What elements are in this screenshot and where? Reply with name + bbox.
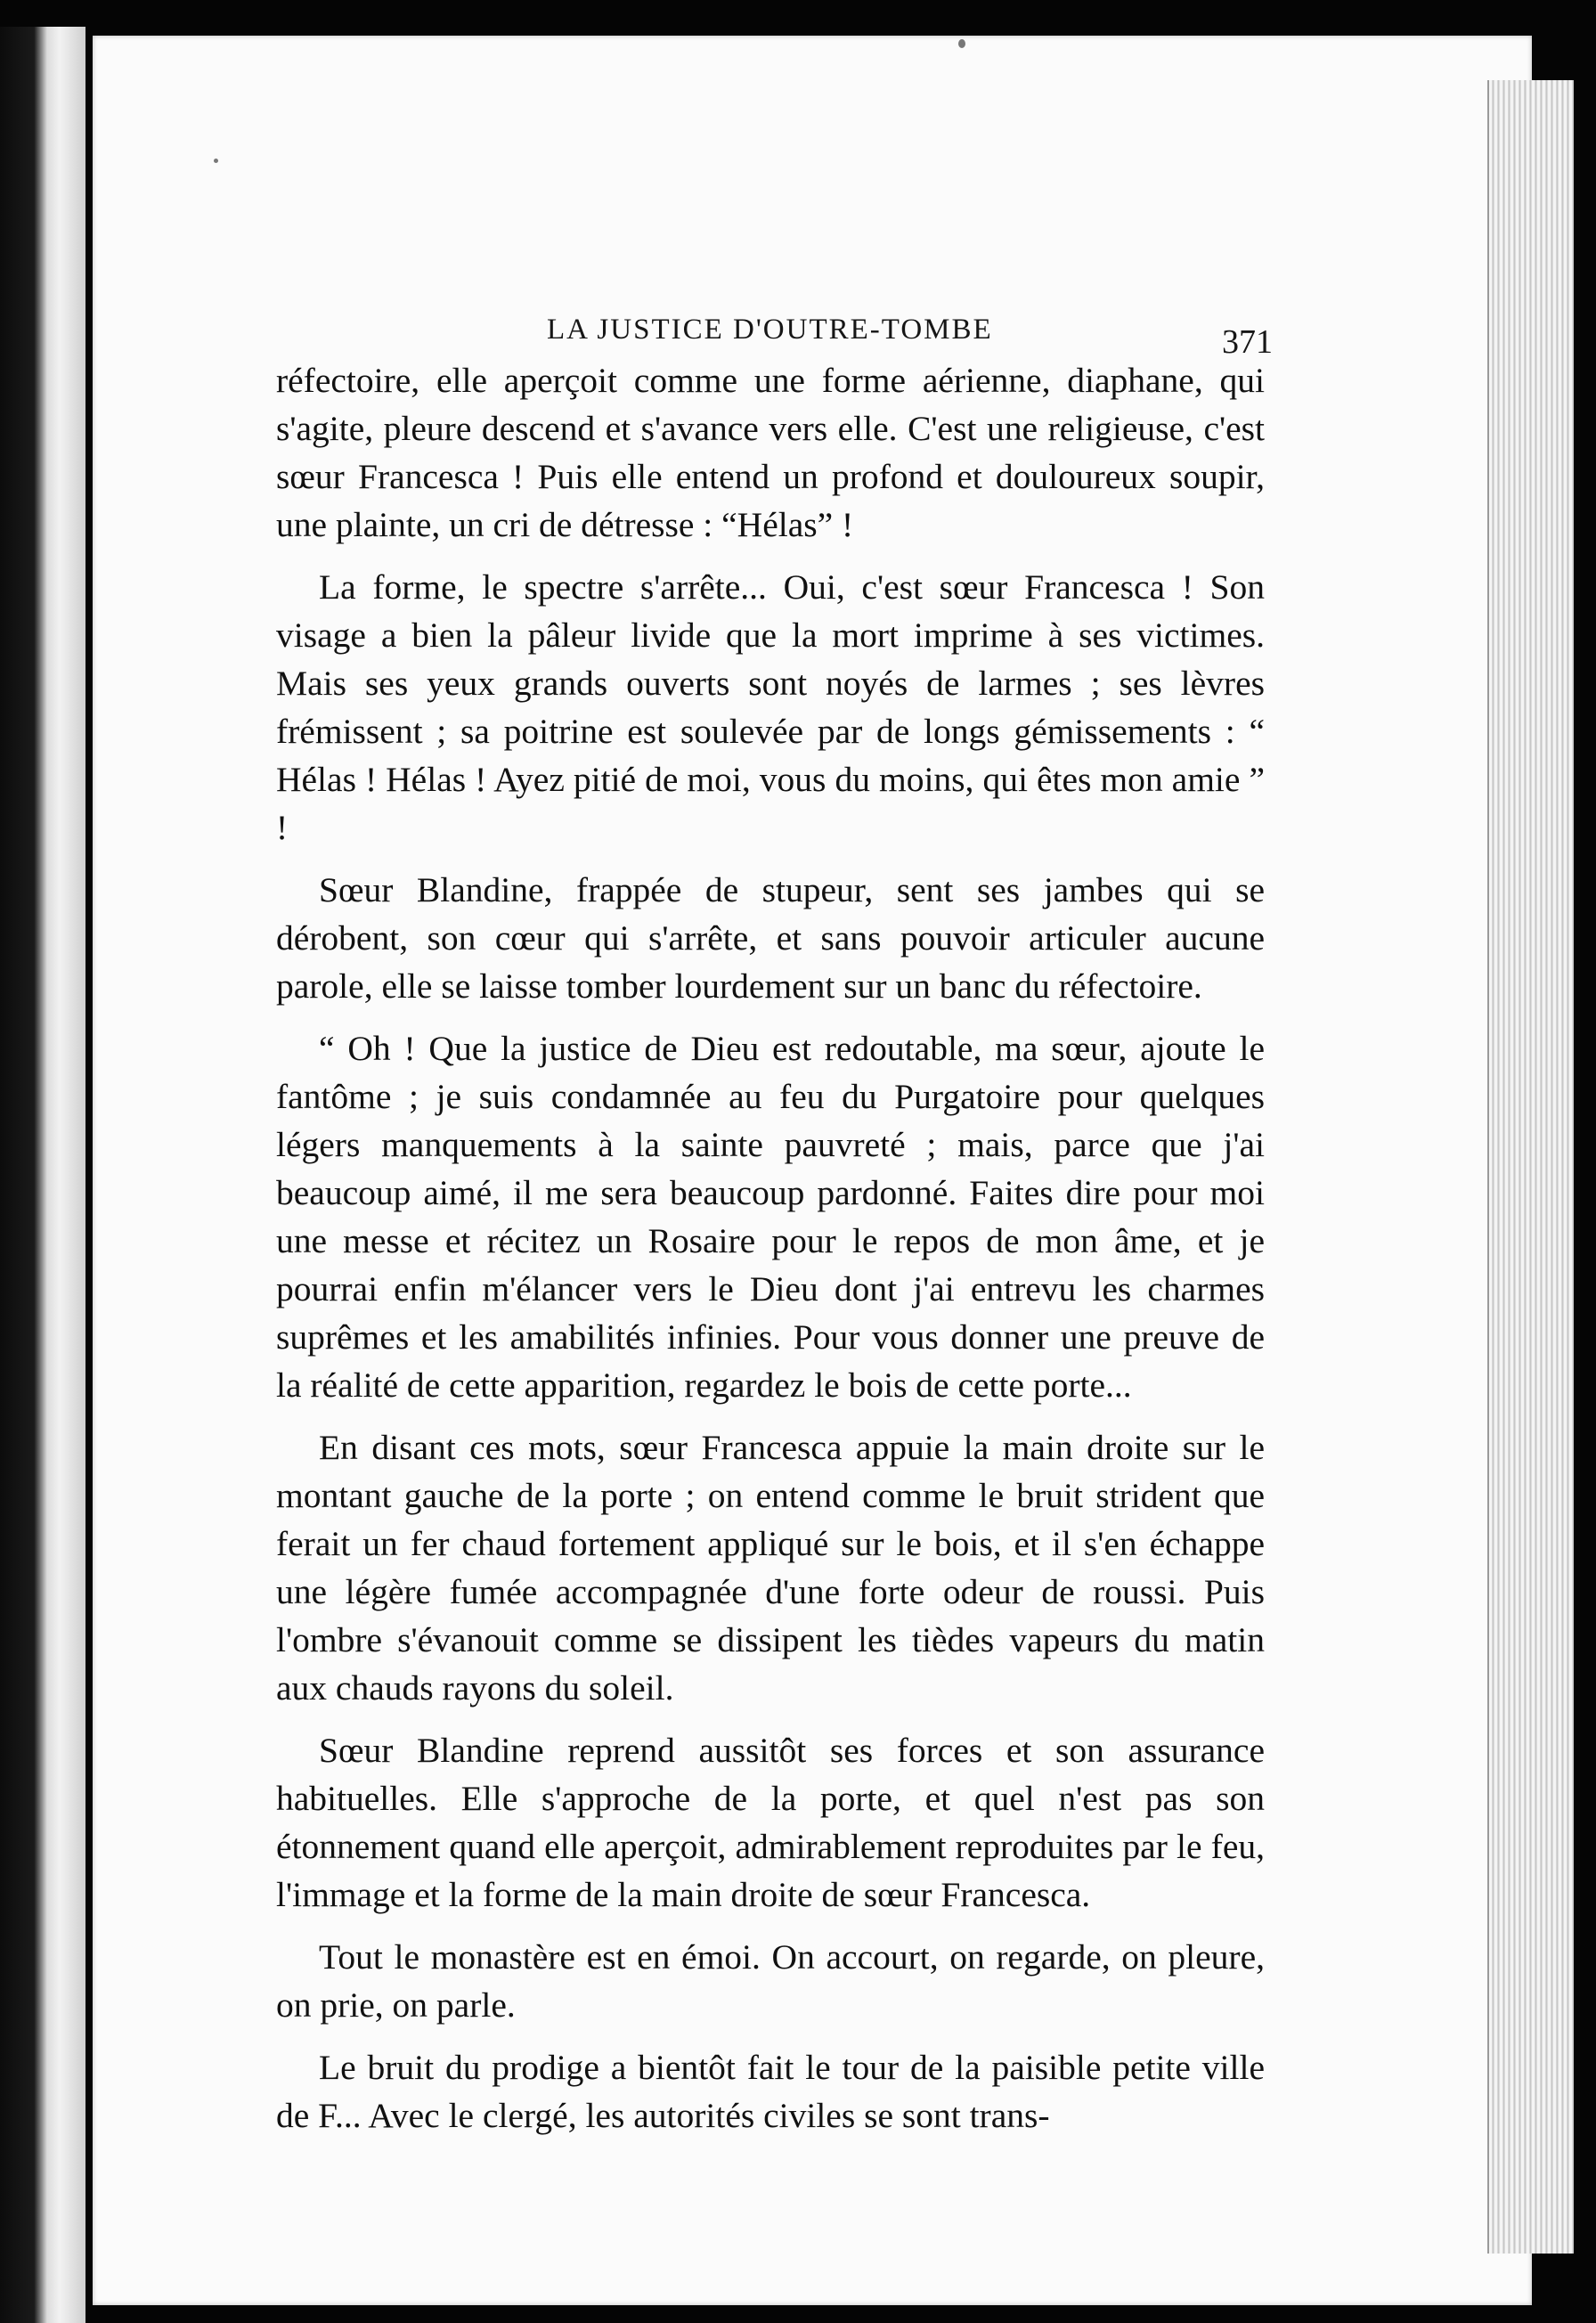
- scan-speck: [958, 39, 965, 48]
- paragraph: En disant ces mots, sœur Francesca appuie la main droite sur le montant gauche de la porte ; on entend comme le bruit strident que ferait un fer chaud fortement appliqué sur le bois, et il s'en échappe une légère fumée accompagnée d'une forte odeur de roussi. Puis l'ombre s'évanouit comme se dissipent les tièdes vapeurs du matin aux chauds rayons du soleil.: [276, 1428, 1265, 1708]
- paragraph: La forme, le spectre s'arrête... Oui, c'est sœur Francesca ! Son visage a bien la pâleur livide que la mort imprime à ses victimes. Mais ses yeux grands ouverts sont noyés de larmes ; ses lèvres frémissent ; sa poitrine est soulevée par de longs gémissements : “ Hélas ! Hélas ! Ayez pitié de moi, vous du moins, qui êtes mon amie ” !: [276, 567, 1265, 847]
- page-number: 371: [1222, 323, 1273, 361]
- page-stack-edge: [1487, 80, 1574, 2254]
- paragraph: Sœur Blandine reprend aussitôt ses forces et son assurance habituelles. Elle s'approche de la porte, et quel n'est pas son étonnement quand elle aperçoit, admirablement reproduites par le feu, l'immage et la forme de la main droite de sœur Francesca.: [276, 1731, 1265, 1914]
- running-head: LA JUSTICE D'OUTRE-TOMBE: [547, 314, 993, 346]
- paragraph: Tout le monastère est en émoi. On accourt, on regarde, on pleure, on prie, on parle.: [276, 1937, 1265, 2025]
- paragraph: réfectoire, elle aperçoit comme une forme aérienne, diaphane, qui s'agite, pleure descend et s'avance vers elle. C'est une religieuse, c'est sœur Francesca ! Puis elle entend un profond et douloureux soupir, une plainte, un cri de détresse : “Hélas” !: [276, 361, 1265, 544]
- paragraph: Le bruit du prodige a bientôt fait le tour de la paisible petite ville de F... Avec le clergé, les autorités civiles se sont trans-: [276, 2048, 1265, 2135]
- paragraph: “ Oh ! Que la justice de Dieu est redoutable, ma sœur, ajoute le fantôme ; je suis condamnée au feu du Purgatoire pour quelques légers manquements à la sainte pauvreté ; mais, parce que j'ai beaucoup aimé, il me sera beaucoup pardonné. Faites dire pour moi une messe et récitez un Rosaire pour le repos de mon âme, et je pourrai enfin m'élancer vers le Dieu dont j'ai entrevu les charmes suprêmes et les amabilités infinies. Pour vous donner une preuve de la réalité de cette apparition, regardez le bois de cette porte...: [276, 1029, 1265, 1405]
- scan-speck: [214, 159, 218, 163]
- paragraph: Sœur Blandine, frappée de stupeur, sent ses jambes qui se dérobent, son cœur qui s'arrête, et sans pouvoir articuler aucune parole, elle se laisse tomber lourdement sur un banc du réfectoire.: [276, 870, 1265, 1006]
- facing-page-edge: [0, 27, 86, 2323]
- body-text: [276, 356, 1265, 2154]
